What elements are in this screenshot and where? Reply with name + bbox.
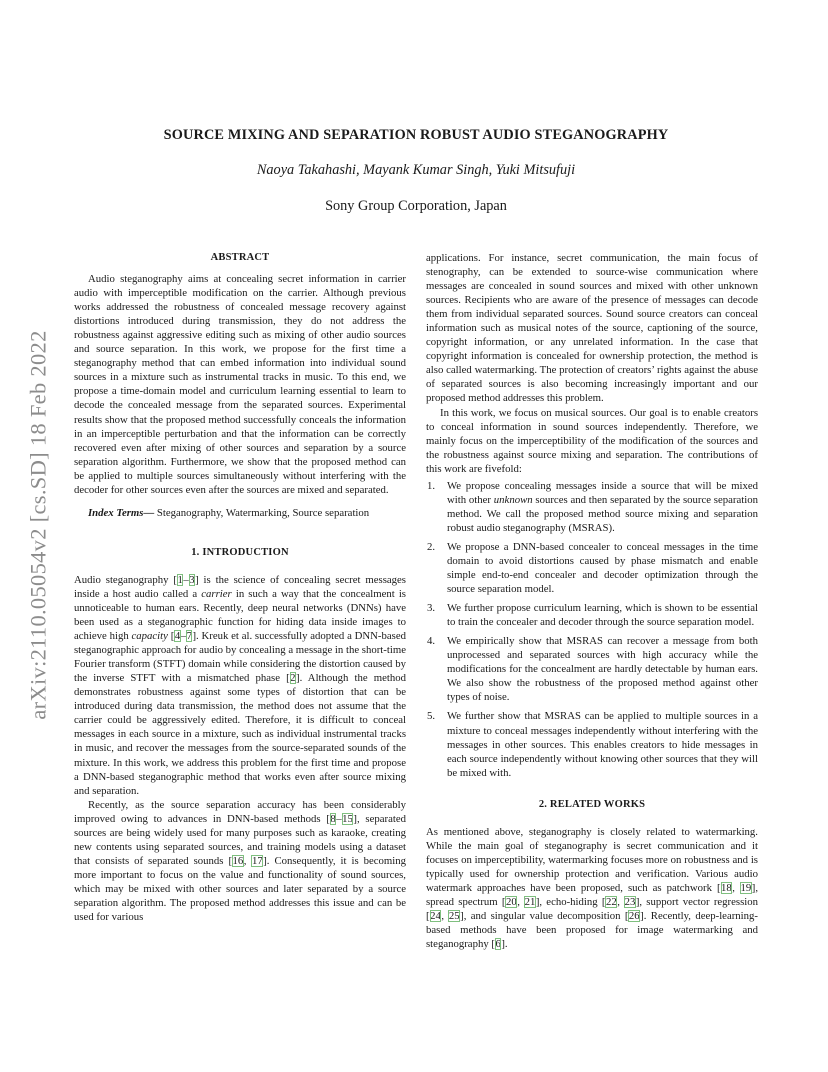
citation-link[interactable]: 26 [628, 910, 640, 923]
citation-link[interactable]: 2 [290, 672, 296, 685]
list-item: 2. We propose a DNN-based concealer to conceal messages in the time domain to avoid distortions caused by phase mismatch and enable simple end-to-end concealer and decoder optimization through the source separation model. [427, 540, 758, 596]
list-item: 1. We propose concealing messages inside a source that will be mixed with other unknown sources and then separated by the source separation method. We call the proposed method source mixing and separation robust audio steganography (MSRAS). [427, 479, 758, 534]
index-terms-label: Index Terms— [88, 506, 155, 519]
paper-authors: Naoya Takahashi, Mayank Kumar Singh, Yuki Mitsufuji [256, 162, 576, 178]
citation-link[interactable]: 8 [330, 812, 336, 825]
citation-link[interactable]: 24 [430, 910, 441, 923]
intro-heading: 1. INTRODUCTION [191, 546, 289, 558]
citation-link[interactable]: 3 [189, 573, 195, 586]
citation-link[interactable]: 21 [524, 895, 536, 908]
right-column [426, 251, 758, 951]
paper-title: SOURCE MIXING AND SEPARATION ROBUST AUDIO STEGANOGRAPHY [163, 127, 669, 143]
arxiv-sidebar-stamp [24, 290, 54, 760]
carrier-term: carrier [201, 587, 232, 600]
list-item: 5. We further show that MSRAS can be applied to multiple sources in a mixture to conceal messages independently without interfering with the messages in other sources. This enables creators to hide messages in each source independently without knowing other sources that they will be mixed with. [427, 710, 758, 779]
citation-link[interactable]: 15 [342, 812, 353, 825]
citation-link[interactable]: 22 [605, 895, 617, 908]
left-column [74, 251, 406, 924]
index-terms [74, 506, 406, 520]
citation-link[interactable]: 4 [174, 630, 181, 643]
right-paragraph-2: In this work, we focus on musical sources. Our goal is to enable creators to conceal information in sound sources independently. Therefore, we mainly focus on the imperceptibility of the modification of the sources and the robustness against source mixing and separation. The contributions of this work are fivefold: [426, 406, 758, 475]
arxiv-id: arXiv:2110.05054v2 [cs.SD] 18 Feb 2022 [26, 330, 52, 720]
intro-paragraph-2: Recently, as the source separation accuracy has been considerably improved owing to advances in DNN-based methods [8–15], separated sources are being widely used for many purposes such as karaoke, creating new contents using separated sources, and training models using a dataset that consists of separated sounds [16, 17]. Consequently, it is becoming more important to focus on the value and functionality of sound sources, which may be mixed with other sources and later separated by a source separation algorithm. The proposed method addresses this issue and can be used for various [74, 798, 407, 924]
citation-link[interactable]: 1 [177, 573, 183, 586]
citation-link[interactable]: 6 [495, 938, 501, 951]
intro-paragraph-1: Audio steganography [1–3] is the science of concealing secret messages inside a host audio called a carrier in such a way that the concealment is unnoticeable to human ears. Recently, deep neural networks (DNNs) have been used as a steganographic function for hiding data inside images to achieve high capacity [4–7]. Kreuk et al. successfully adopted a DNN-based steganographic approach for audio by concealing a message in the short-time Fourier transform (STFT) domain while considering the distortion caused by the inverse STFT with a mismatched phase [2]. Although the method demonstrates robustness against some types of distortion that can be introduced during data transmission, the method does not assume that the carrier could be aggressively edited. Therefore, it is difficult to conceal messages in each source in a mixture, such as individual instrumental tracks in music, and recover the messages from the source-separated sounds of the mixture. In this work, we address this problem for the first time and propose a DNN-based steganographic method that works even after source mixing and separation. [74, 573, 406, 797]
citation-link[interactable]: 17 [251, 854, 263, 867]
citation-link[interactable]: 19 [740, 881, 752, 894]
citation-link[interactable]: 20 [505, 895, 517, 908]
paper-affiliation: Sony Group Corporation, Japan [325, 198, 507, 214]
list-item: 3. We further propose curriculum learning, which is shown to be essential to train the concealer and decoder through the source separation model. [427, 602, 758, 629]
citation-link[interactable]: 7 [186, 630, 192, 643]
abstract-heading: ABSTRACT [210, 252, 270, 263]
related-works-heading: 2. RELATED WORKS [538, 798, 646, 810]
citation-link[interactable]: 25 [448, 910, 460, 923]
related-paragraph-1: As mentioned above, steganography is closely related to watermarking. While the main goal of steganography is secret communication and it focuses on imperceptibility, watermarking focuses more on robustness and is typically used for ownership protection and verification. Various audio watermark approaches have been proposed, such as patchwork [18, 19], spread spectrum [20, 21], echo-hiding [22, 23], support vector regression [24, 25], and singular value decomposition [26]. Recently, deep-learning-based methods have been proposed for image watermarking and steganography [6]. [426, 825, 759, 951]
abstract-text: Audio steganography aims at concealing secret information in carrier audio with imperceptible modification on the carrier. Although previous works addressed the robustness of concealed message recovery against distortions introduced during transmission, they do not address the robustness against aggressive editing such as mixing of other audio sources and source separation. In this work, we propose for the first time a steganography method that can embed information into individual sound sources in a mixture such as instrumental tracks in music. To this end, we propose a time-domain model and curriculum learning essential to learn to decode the concealed message from the separated sources. Experimental results show that the proposed method successfully conceals the information in an imperceptible perturbation and that the information can be correctly recovered even after mixing of other sources and separation by a source separation algorithm. Furthermore, we show that the proposed method can be applied to multiple sources simultaneously without interfering with the decoder for other sources even after the sources are mixed and separated. [74, 273, 406, 496]
list-item: 4. We empirically show that MSRAS can recover a message from both unprocessed and separated sources with high accuracy while the modifications for the concealment are hardly detectable by human ears. We also show the robustness of the proposed method against other types of noise. [427, 635, 758, 704]
citation-link[interactable]: 16 [232, 854, 244, 867]
right-paragraph-1: applications. For instance, secret communication, the main focus of stenography, can be extended to source-wise communication where messages are concealed in sound sources and mixed with other unknown sources. Recipients who are aware of the presence of messages can decode them from individual separated sources. Sound source creators can conceal information such as musical notes of the source, captioning of the source, copyright information, or any unrelated information. In the case that copyright information is concealed for ownership protection, the method is also called watermarking. The protection of creators’ rights against the abuse of separated sources is also becoming increasingly important and our proposed method addresses this problem. [426, 252, 758, 405]
citation-link[interactable]: 18 [721, 881, 732, 894]
contributions-list [426, 479, 758, 780]
citation-link[interactable]: 23 [624, 895, 636, 908]
capacity-term: capacity [131, 630, 168, 643]
index-terms-text: Steganography, Watermarking, Source separation [154, 506, 370, 519]
